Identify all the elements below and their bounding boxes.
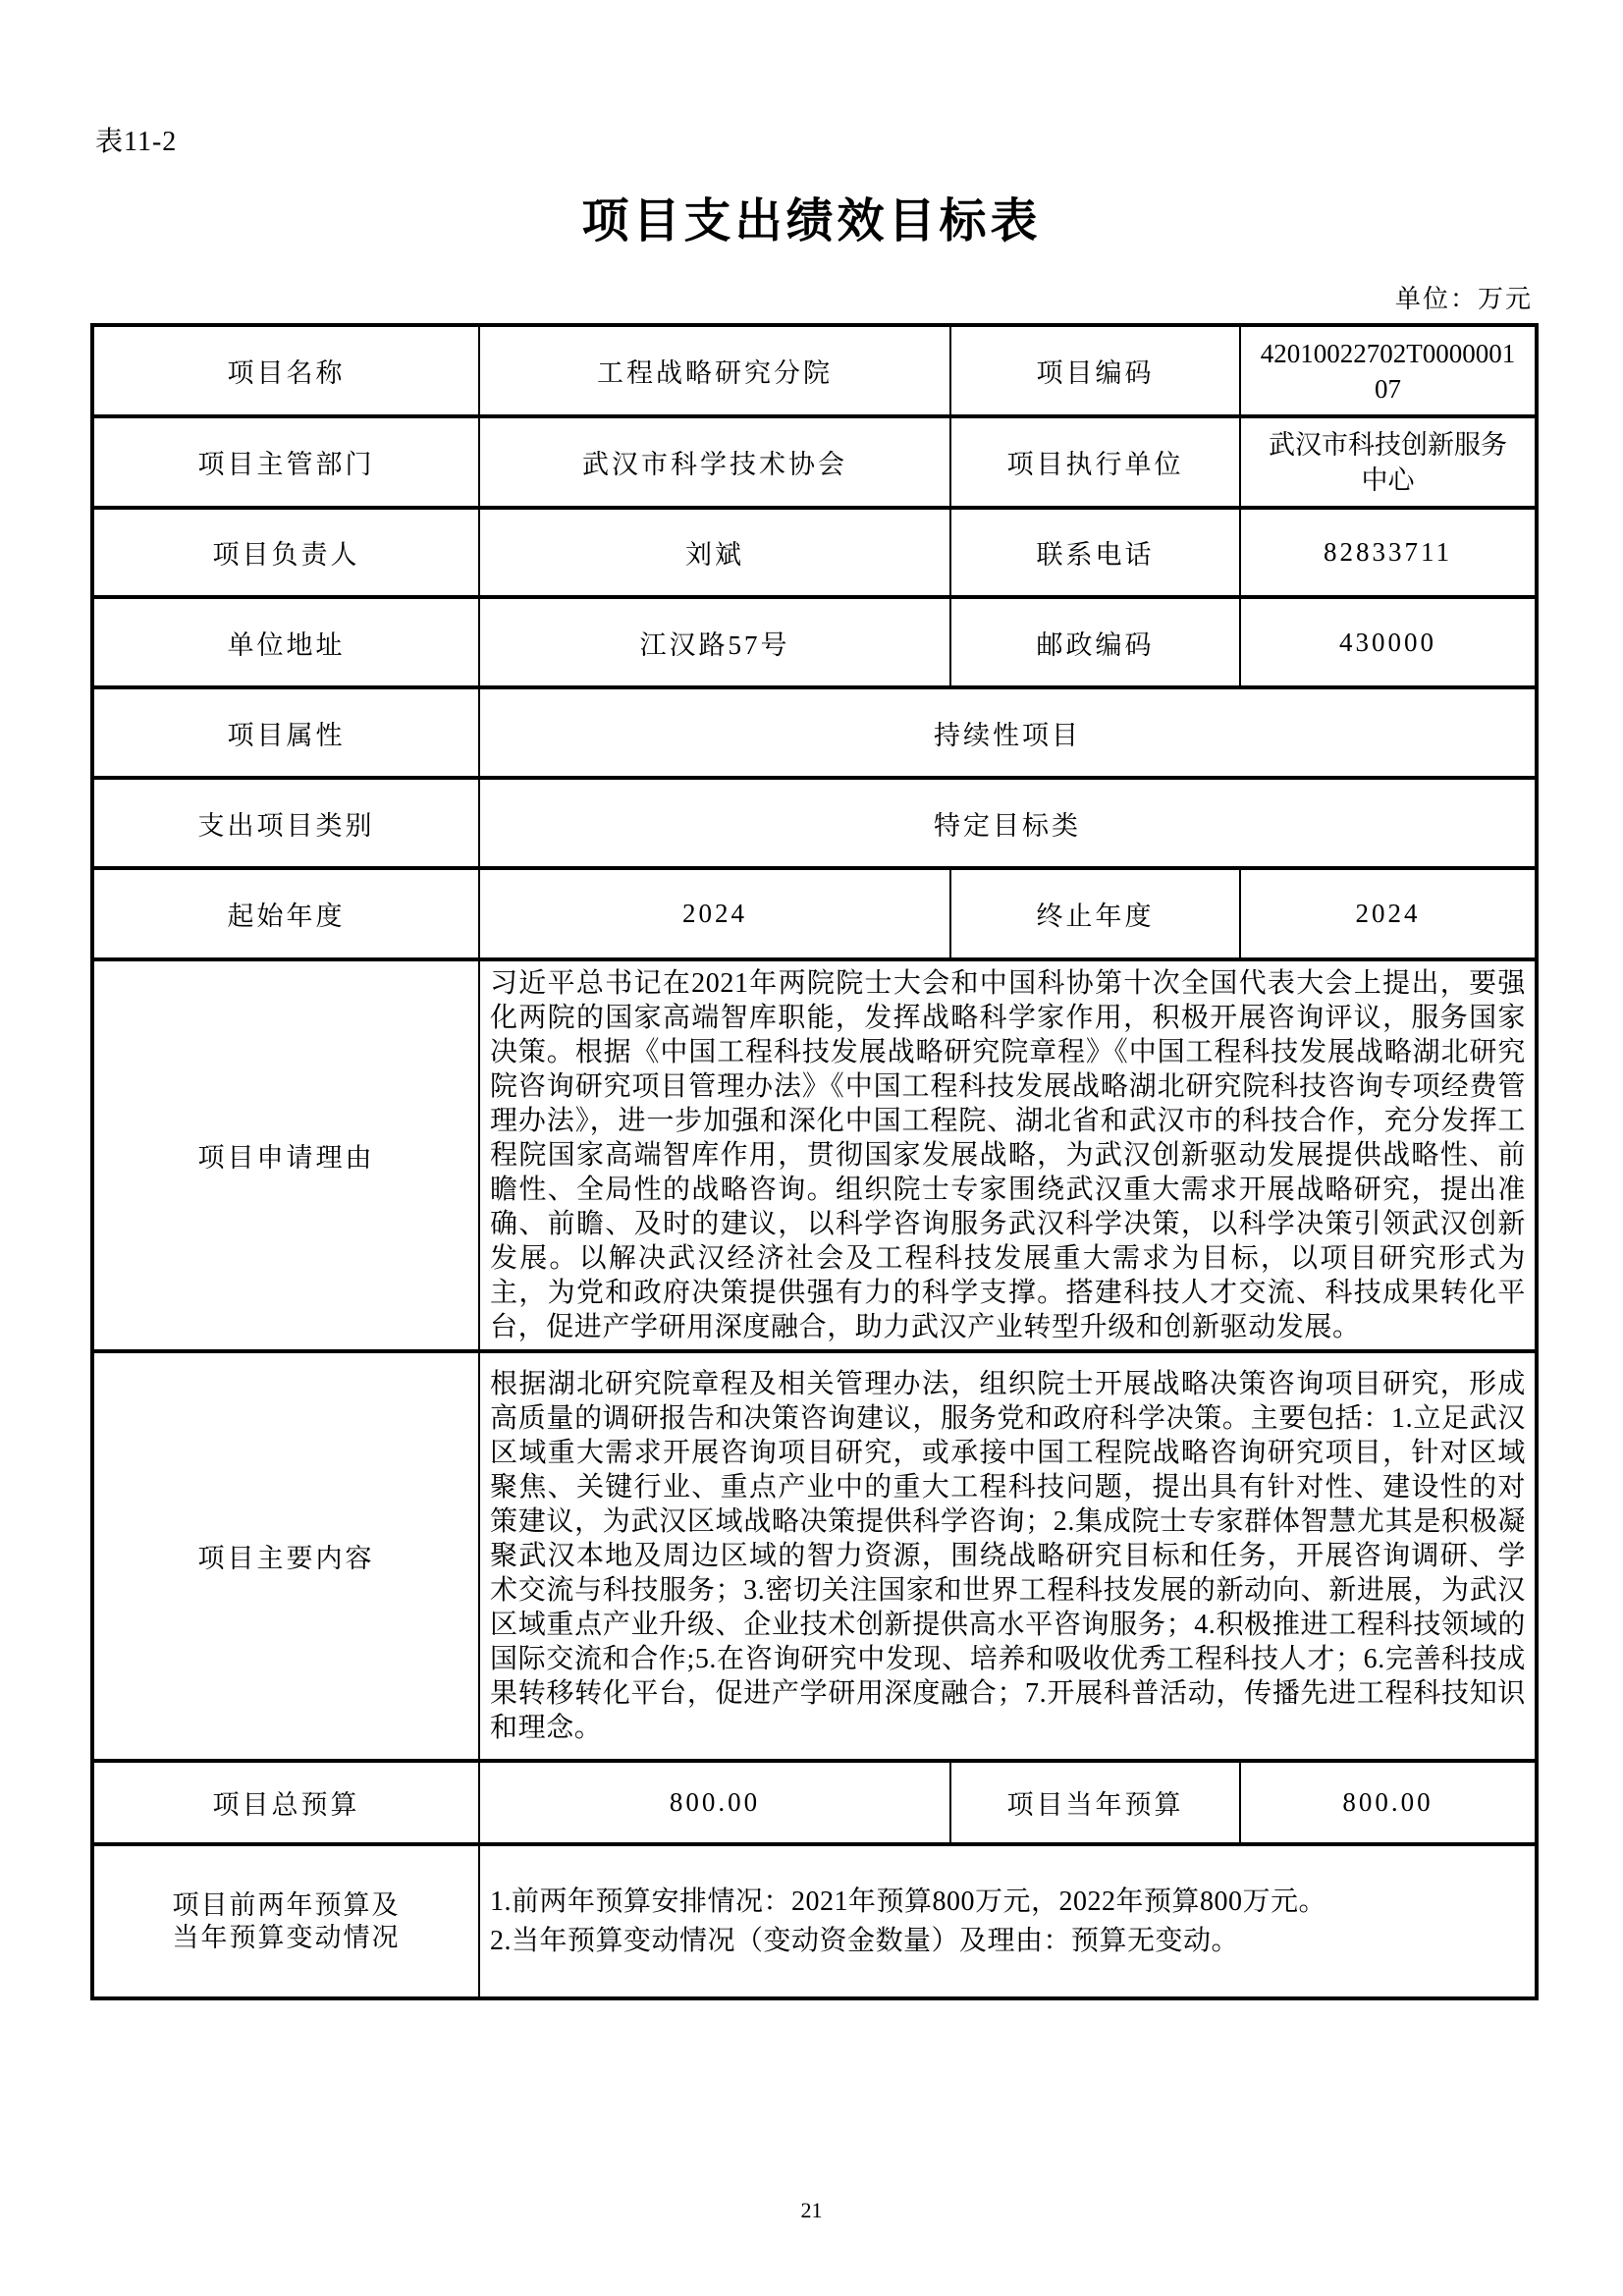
competent-dept-value: 武汉市科学技术协会	[479, 416, 950, 508]
application-reason-label: 项目申请理由	[92, 959, 479, 1351]
budget-history-text	[479, 1844, 1537, 1998]
page-title: 项目支出绩效目标表	[581, 195, 1042, 247]
unit-address-label: 单位地址	[92, 597, 479, 687]
competent-dept-label: 项目主管部门	[92, 416, 479, 508]
row-budget-history	[92, 1844, 1537, 1998]
total-budget-value: 800.00	[479, 1761, 950, 1844]
project-code-label: 项目编码	[950, 325, 1240, 416]
form-number-label: 表11-2	[95, 127, 178, 157]
executing-unit-value: 武汉市科技创新服务中心	[1240, 416, 1537, 508]
row-expenditure-category	[92, 778, 1537, 868]
row-application-reason	[92, 959, 1537, 1351]
start-year-value: 2024	[479, 868, 950, 959]
row-budget	[92, 1761, 1537, 1844]
main-content-text: 根据湖北研究院章程及相关管理办法，组织院士开展战略决策咨询项目研究，形成高质量的调研报告和决策咨询建议，服务党和政府科学决策。主要包括：1.立足武汉区域重大需求开展咨询项目研究，或承接中国工程院战略咨询研究项目，针对区域聚焦、关键行业、重点产业中的重大工程科技问题，提出具有针对性、建设性的对策建议，为武汉区域战略决策提供科学咨询；2.集成院士专家群体智慧尤其是积极凝聚武汉本地及周边区域的智力资源，围绕战略研究目标和任务，开展咨询调研、学术交流与科技服务；3.密切关注国家和世界工程科技发展的新动向、新进展，为武汉区域重点产业升级、企业技术创新提供高水平咨询服务；4.积极推进工程科技领域的国际交流和合作;5.在咨询研究中发现、培养和吸收优秀工程科技人才；6.完善科技成果转移转化平台，促进产学研用深度融合；7.开展科普活动，传播先进工程科技知识和理念。	[479, 1351, 1537, 1761]
contact-phone-label: 联系电话	[950, 508, 1240, 597]
project-attribute-label: 项目属性	[92, 687, 479, 778]
performance-target-table	[90, 323, 1539, 2000]
main-content-label: 项目主要内容	[92, 1351, 479, 1761]
project-name-value: 工程战略研究分院	[479, 325, 950, 416]
project-attribute-value: 持续性项目	[479, 687, 1537, 778]
executing-unit-label: 项目执行单位	[950, 416, 1240, 508]
row-project-attribute	[92, 687, 1537, 778]
contact-phone-value: 82833711	[1240, 508, 1537, 597]
start-year-label: 起始年度	[92, 868, 479, 959]
unit-address-value: 江汉路57号	[479, 597, 950, 687]
budget-history-label-line1: 项目前两年预算及	[172, 1889, 401, 1920]
total-budget-label: 项目总预算	[92, 1761, 479, 1844]
project-leader-value: 刘斌	[479, 508, 950, 597]
page-number: 21	[800, 2198, 823, 2222]
expenditure-category-value: 特定目标类	[479, 778, 1537, 868]
row-main-content	[92, 1351, 1537, 1761]
row-competent-dept	[92, 416, 1537, 508]
postal-code-value: 430000	[1240, 597, 1537, 687]
application-reason-text: 习近平总书记在2021年两院院士大会和中国科协第十次全国代表大会上提出，要强化两院的国家高端智库职能，发挥战略科学家作用，积极开展咨询评议，服务国家决策。根据《中国工程科技发展战略研究院章程》《中国工程科技发展战略湖北研究院咨询研究项目管理办法》《中国工程科技发展战略湖北研究院科技咨询专项经费管理办法》，进一步加强和深化中国工程院、湖北省和武汉市的科技合作，充分发挥工程院国家高端智库作用，贯彻国家发展战略，为武汉创新驱动发展提供战略性、前瞻性、全局性的战略咨询。组织院士专家围绕武汉重大需求开展战略研究，提出准确、前瞻、及时的建议，以科学咨询服务武汉科学决策，以科学决策引领武汉创新发展。以解决武汉经济社会及工程科技发展重大需求为目标，以项目研究形式为主，为党和政府决策提供强有力的科学支撑。搭建科技人才交流、科技成果转化平台，促进产学研用深度融合，助力武汉产业转型升级和创新驱动发展。	[479, 959, 1537, 1351]
expenditure-category-label: 支出项目类别	[92, 778, 479, 868]
project-leader-label: 项目负责人	[92, 508, 479, 597]
postal-code-label: 邮政编码	[950, 597, 1240, 687]
unit-note: 单位：万元	[1394, 285, 1533, 313]
budget-history-label-line2: 当年预算变动情况	[172, 1922, 401, 1952]
budget-history-line1: 1.前两年预算安排情况：2021年预算800万元，2022年预算800万元。	[490, 1886, 1327, 1917]
budget-history-line2: 2.当年预算变动情况（变动资金数量）及理由：预算无变动。	[490, 1925, 1240, 1956]
current-year-budget-label: 项目当年预算	[950, 1761, 1240, 1844]
row-unit-address	[92, 597, 1537, 687]
end-year-value: 2024	[1240, 868, 1537, 959]
row-project-leader	[92, 508, 1537, 597]
current-year-budget-value: 800.00	[1240, 1761, 1537, 1844]
row-project-name	[92, 325, 1537, 416]
end-year-label: 终止年度	[950, 868, 1240, 959]
project-name-label: 项目名称	[92, 325, 479, 416]
budget-history-label	[92, 1844, 479, 1998]
project-code-value: 42010022702T000000107	[1240, 325, 1537, 416]
row-years	[92, 868, 1537, 959]
